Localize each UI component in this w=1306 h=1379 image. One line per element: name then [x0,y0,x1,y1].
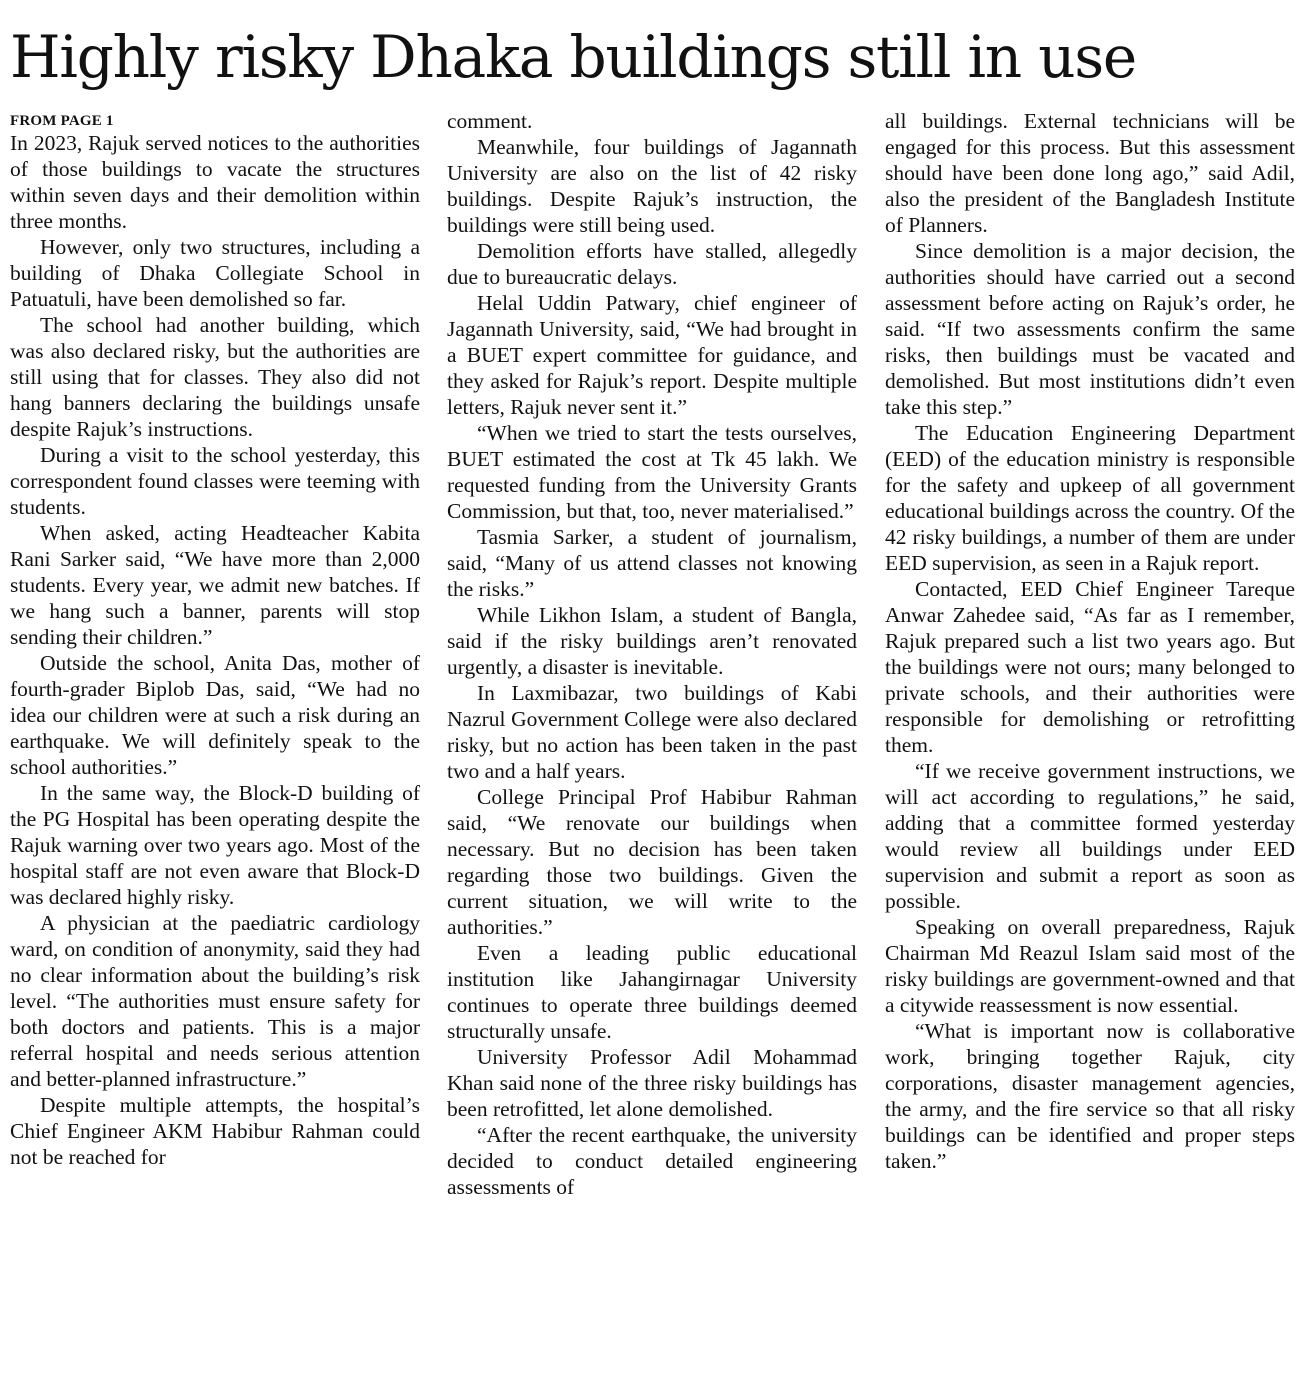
paragraph: Contacted, EED Chief Engineer Tareque Anwar Zahedee said, “As far as I remember, Rajuk prepared such a list two years ago. But the buildings were not ours; many belonged to private schools, and their authorities were responsible for demolishing or retrofitting them. [885,577,1295,757]
paragraph: Since demolition is a major decision, the authorities should have carried out a second assessment before acting on Rajuk’s order, he said. “If two assessments confirm the same risks, then buildings must be vacated and demolished. But most institutions didn’t even take this step.” [885,239,1295,419]
paragraph: College Principal Prof Habibur Rahman said, “We renovate our buildings when necessary. But no decision has been taken regarding those two buildings. Given the current situation, we will write to the authorities.” [447,785,857,939]
paragraph: “When we tried to start the tests ourselves, BUET estimated the cost at Tk 45 lakh. We requested funding from the University Grants Commission, but that, too, never materialised.” [447,421,857,523]
paragraph: In the same way, the Block-D building of the PG Hospital has been operating despite the Rajuk warning over two years ago. Most of the hospital staff are not even aware that Block-D was declared highly risky. [10,781,420,909]
paragraph: However, only two structures, including a building of Dhaka Collegiate School in Patuatuli, have been demolished so far. [10,235,420,311]
paragraph: Helal Uddin Patwary, chief engineer of Jagannath University, said, “We had brought in a BUET expert committee for guidance, and they asked for Rajuk’s report. Despite multiple letters, Rajuk never sent it.” [447,291,857,419]
paragraph: In Laxmibazar, two buildings of Kabi Nazrul Government College were also declared risky, but no action has been taken in the past two and a half years. [447,681,857,783]
headline: Highly risky Dhaka buildings still in use [10,23,1137,91]
paragraph: Speaking on overall preparedness, Rajuk Chairman Md Reazul Islam said most of the risky buildings are government-owned and that a citywide reassessment is now essential. [885,915,1295,1017]
paragraph: The Education Engineering Department (EED) of the education ministry is responsible for the safety and upkeep of all government educational buildings across the country. Of the 42 risky buildings, a number of them are under EED supervision, as seen in a Rajuk report. [885,421,1295,575]
article-column-1 [10,108,420,1170]
paragraph-continued: all buildings. External technicians will be engaged for this process. But this assessment should have been done long ago,” said Adil, also the president of the Bangladesh Institute of Planners. [885,109,1295,237]
paragraph: While Likhon Islam, a student of Bangla, said if the risky buildings aren’t renovated urgently, a disaster is inevitable. [447,603,857,679]
paragraph: Demolition efforts have stalled, allegedly due to bureaucratic delays. [447,239,857,289]
paragraph: Even a leading public educational institution like Jahangirnagar University continues to operate three buildings deemed structurally unsafe. [447,941,857,1043]
paragraph: Tasmia Sarker, a student of journalism, said, “Many of us attend classes not knowing the risks.” [447,525,857,601]
paragraph: “If we receive government instructions, we will act according to regulations,” he said, adding that a committee formed yesterday would review all buildings under EED supervision and submit a report as soon as possible. [885,759,1295,913]
paragraph-continued: comment. [447,109,533,133]
paragraph: Meanwhile, four buildings of Jagannath University are also on the list of 42 risky buildings. Despite Rajuk’s instruction, the buildings were still being used. [447,135,857,237]
paragraph: “After the recent earthquake, the university decided to conduct detailed engineering assessments of [447,1123,857,1199]
article-column-2 [447,108,857,1200]
paragraph: The school had another building, which was also declared risky, but the authorities are still using that for classes. They also did not hang banners declaring the buildings unsafe despite Rajuk’s instructions. [10,313,420,441]
kicker-from-page: FROM PAGE 1 [10,113,114,129]
paragraph: A physician at the paediatric cardiology ward, on condition of anonymity, said they had no clear information about the building’s risk level. “The authorities must ensure safety for both doctors and patients. This is a major referral hospital and needs serious attention and better-planned infrastructure.” [10,911,420,1091]
article-column-3 [885,108,1295,1174]
paragraph: Despite multiple attempts, the hospital’s Chief Engineer AKM Habibur Rahman could not be reached for [10,1093,420,1169]
paragraph: “What is important now is collaborative work, bringing together Rajuk, city corporations, disaster management agencies, the army, and the fire service so that all risky buildings can be identified and proper steps taken.” [885,1019,1295,1173]
paragraph: During a visit to the school yesterday, this correspondent found classes were teeming with students. [10,443,420,519]
paragraph: Outside the school, Anita Das, mother of fourth-grader Biplob Das, said, “We had no idea our children were at such a risk during an earthquake. We will definitely speak to the school authorities.” [10,651,420,779]
paragraph: When asked, acting Headteacher Kabita Rani Sarker said, “We have more than 2,000 students. Every year, we admit new batches. If we hang such a banner, parents will stop sending their children.” [10,521,420,649]
paragraph: In 2023, Rajuk served notices to the authorities of those buildings to vacate the structures within seven days and their demolition within three months. [10,131,420,233]
paragraph: University Professor Adil Mohammad Khan said none of the three risky buildings has been retrofitted, let alone demolished. [447,1045,857,1121]
